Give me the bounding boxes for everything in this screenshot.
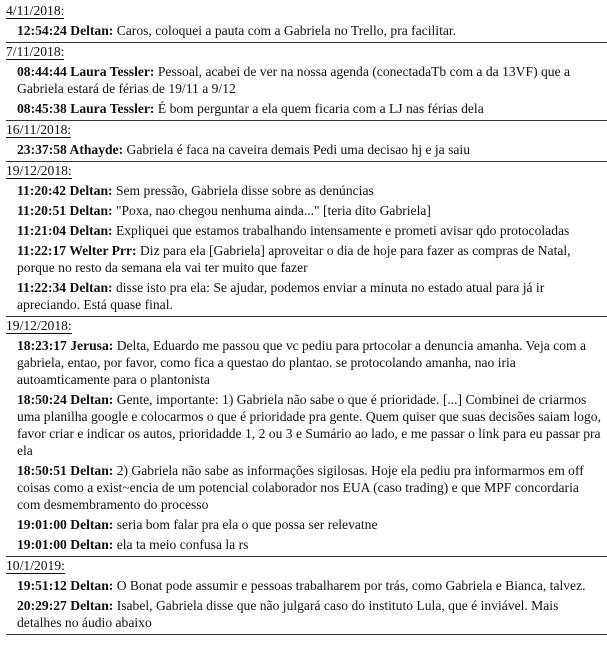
message-text: Gente, importante: 1) Gabriela não sabe o que é prioridade. [...] Combinei de criarmos uma planilha google e colocarmos o que é prioridade pra gente. Quem quiser que suas decisões saiam logo, favor criar e indicar os autos, prioridadde 1, 2 ou 3 e Sumário ao lado, e me passar o link para eu passar pra ela bbox=[17, 392, 601, 458]
message-text: "Poxa, nao chegou nenhuma ainda..." [teria dito Gabriela] bbox=[115, 203, 431, 218]
message-text: disse isto pra ela: Se ajudar, podemos enviar a minuta no estado atual para já ir apreciando. Está quase final. bbox=[17, 280, 545, 312]
message bbox=[0, 597, 607, 631]
message-time: 18:23:17 bbox=[17, 338, 67, 353]
message-header bbox=[17, 537, 113, 552]
date-header bbox=[0, 43, 607, 60]
message bbox=[0, 279, 607, 313]
message-text: ela ta meio confusa la rs bbox=[116, 537, 249, 552]
message-time: 19:01:00 bbox=[17, 537, 67, 552]
message-text: O Bonat pode assumir e pessoas trabalharem por trás, como Gabriela e Bianca, talvez. bbox=[116, 578, 586, 593]
message bbox=[0, 337, 607, 388]
date-label: 10/1/2019: bbox=[6, 558, 65, 573]
message bbox=[0, 141, 607, 158]
message bbox=[0, 242, 607, 276]
message-sender: Deltan: bbox=[70, 598, 114, 613]
message-sender: Laura Tessler: bbox=[70, 101, 155, 116]
message bbox=[0, 63, 607, 97]
message-text: Pessoal, acabei de ver na nossa agenda (conectadaTb com a da 13VF) que a Gabriela estará de férias de 19/11 a 9/12 bbox=[17, 64, 571, 96]
message-sender: Deltan: bbox=[70, 517, 114, 532]
message-sender: Deltan: bbox=[70, 537, 114, 552]
message-header bbox=[17, 101, 154, 116]
message-time: 19:51:12 bbox=[17, 578, 67, 593]
message-sender: Deltan: bbox=[69, 203, 113, 218]
message-text: Diz para ela [Gabriela] aproveitar o dia de hoje para fazer as compras de Natal, porque no resto da semana ela vai ter muito que fazer bbox=[17, 243, 571, 275]
message-time: 19:01:00 bbox=[17, 517, 67, 532]
message-header bbox=[17, 517, 113, 532]
message bbox=[0, 462, 607, 513]
message-header bbox=[17, 392, 113, 407]
message-header bbox=[17, 338, 113, 353]
message bbox=[0, 100, 607, 117]
message bbox=[0, 182, 607, 199]
message-sender: Deltan: bbox=[69, 280, 113, 295]
message-header bbox=[17, 463, 113, 478]
message-time: 12:54:24 bbox=[17, 23, 67, 38]
message-header bbox=[17, 23, 113, 38]
date-group bbox=[0, 43, 607, 121]
date-group bbox=[0, 162, 607, 317]
message-time: 11:20:42 bbox=[17, 183, 67, 198]
message-header bbox=[17, 578, 113, 593]
message-text: Delta, Eduardo me passou que vc pediu para prtocolar a denuncia amanha. Veja com a gabriela, entao, por favor, como fica a questao do plantao. se protocolando amanha, nao iria autoamticamente para o plantonista bbox=[17, 338, 587, 387]
message-sender: Athayde: bbox=[69, 142, 124, 157]
message-text: Gabriela é faca na caveira demais Pedi uma decisao hj e ja saiu bbox=[126, 142, 470, 157]
message-sender: Welter Prr: bbox=[69, 243, 137, 258]
message-header bbox=[17, 64, 154, 79]
message-text: Caros, coloquei a pauta com a Gabriela no Trello, pra facilitar. bbox=[116, 23, 457, 38]
message bbox=[0, 391, 607, 459]
message-header bbox=[17, 598, 113, 613]
date-header bbox=[0, 317, 607, 334]
message bbox=[0, 222, 607, 239]
date-group bbox=[0, 121, 607, 162]
message-sender: Deltan: bbox=[70, 578, 114, 593]
message-time: 11:21:04 bbox=[17, 223, 67, 238]
message-sender: Laura Tessler: bbox=[70, 64, 155, 79]
message bbox=[0, 202, 607, 219]
date-group bbox=[0, 317, 607, 557]
message-header bbox=[17, 203, 113, 218]
message-time: 20:29:27 bbox=[17, 598, 67, 613]
message-header bbox=[17, 280, 113, 295]
date-label: 4/11/2018: bbox=[6, 3, 65, 18]
date-header bbox=[0, 121, 607, 138]
date-label: 16/11/2018: bbox=[6, 122, 72, 137]
message-text: Expliquei que estamos trabalhando intensamente e prometi avisar qdo protocoladas bbox=[115, 223, 570, 238]
message bbox=[0, 516, 607, 533]
message-sender: Deltan: bbox=[70, 463, 114, 478]
date-header bbox=[0, 557, 607, 574]
message bbox=[0, 536, 607, 553]
message-time: 18:50:24 bbox=[17, 392, 67, 407]
message-text: Sem pressão, Gabriela disse sobre as denúncias bbox=[115, 183, 374, 198]
date-header bbox=[0, 2, 607, 19]
date-group bbox=[0, 2, 607, 43]
message-sender: Deltan: bbox=[69, 223, 113, 238]
date-label: 19/12/2018: bbox=[6, 163, 72, 178]
date-label: 19/12/2018: bbox=[6, 318, 72, 333]
message-header bbox=[17, 142, 123, 157]
message-sender: Deltan: bbox=[70, 23, 114, 38]
message-header bbox=[17, 183, 113, 198]
message-time: 08:44:44 bbox=[17, 64, 67, 79]
message-text: É bom perguntar a ela quem ficaria com a LJ nas férias dela bbox=[157, 101, 484, 116]
message-sender: Deltan: bbox=[69, 183, 113, 198]
date-label: 7/11/2018: bbox=[6, 44, 65, 59]
message-time: 11:22:17 bbox=[17, 243, 67, 258]
message-time: 23:37:58 bbox=[17, 142, 67, 157]
message-time: 08:45:38 bbox=[17, 101, 67, 116]
message-time: 11:22:34 bbox=[17, 280, 67, 295]
message-text: seria bom falar pra ela o que possa ser relevatne bbox=[116, 517, 378, 532]
divider bbox=[6, 634, 607, 635]
message bbox=[0, 22, 607, 39]
message-text: 2) Gabriela não sabe as informações sigilosas. Hoje ela pediu pra informarmos em off coisas como a exist~encia de um potencial colaborador nos EUA (caso trading) e que MPF concordaria com desmembramento do processo bbox=[17, 463, 584, 512]
message-header bbox=[17, 223, 113, 238]
message-sender: Deltan: bbox=[70, 392, 114, 407]
message bbox=[0, 577, 607, 594]
message-text: Isabel, Gabriela disse que não julgará caso do instituto Lula, que é inviável. Mais detalhes no áudio abaixo bbox=[17, 598, 559, 630]
date-header bbox=[0, 162, 607, 179]
message-time: 18:50:51 bbox=[17, 463, 67, 478]
date-group bbox=[0, 557, 607, 635]
message-time: 11:20:51 bbox=[17, 203, 67, 218]
message-sender: Jerusa: bbox=[70, 338, 114, 353]
message-header bbox=[17, 243, 137, 258]
